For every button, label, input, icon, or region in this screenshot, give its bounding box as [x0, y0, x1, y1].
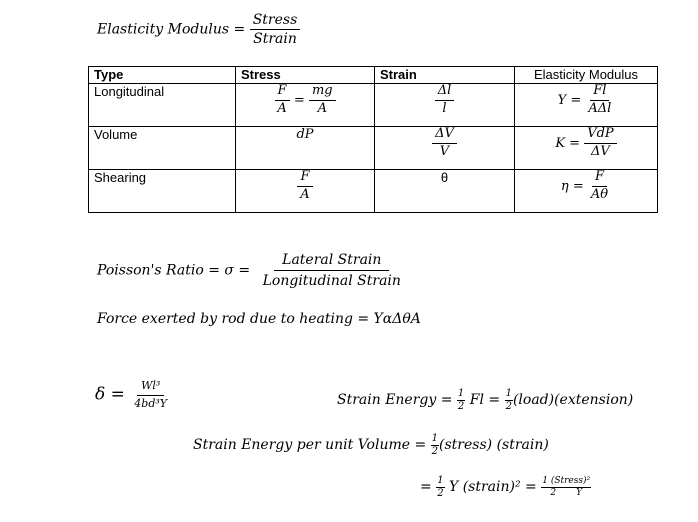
fraction-numerator: 1: [437, 475, 444, 486]
type-cell: Longitudinal: [89, 84, 236, 127]
fraction-denominator: Aθ: [590, 186, 609, 202]
type-cell: Volume: [89, 127, 236, 170]
stress-over-strain-fraction: [250, 12, 301, 47]
strain-energy-mid: Fl =: [469, 392, 501, 408]
modulus-lhs: η =: [560, 178, 584, 194]
fraction-numerator: Fl: [590, 84, 609, 101]
fraction-denominator: 2: [505, 400, 512, 412]
stress-cell: [236, 127, 375, 170]
modulus-lhs: Y =: [557, 92, 582, 108]
fraction: [309, 84, 336, 117]
fraction-denominator: ΔV: [591, 143, 610, 159]
table-row: [89, 84, 658, 127]
poisson-lhs: Poisson's Ratio = σ =: [97, 262, 251, 279]
fraction-denominator: A: [300, 186, 310, 202]
strain-cell: [375, 170, 515, 213]
fraction-numerator: ΔV: [432, 127, 457, 144]
header-type: Type: [89, 67, 236, 84]
fraction-numerator: mg: [309, 84, 336, 101]
fraction-denominator: Longitudinal Strain: [262, 273, 401, 290]
fraction-denominator: 2: [437, 487, 444, 499]
header-strain: Strain: [375, 67, 515, 84]
fraction-numerator: Lateral Strain: [274, 252, 389, 271]
deflection-equation: [95, 380, 171, 410]
fraction-numerator: VdP: [584, 127, 616, 144]
fraction: [584, 127, 616, 160]
alt-equals: =: [420, 479, 432, 495]
half-fraction: [457, 388, 465, 412]
half-fraction: [505, 388, 513, 412]
strain-energy-equation: [337, 388, 633, 412]
fraction-denominator: l: [442, 100, 447, 116]
stress-cell: [236, 84, 375, 127]
fraction-denominator: V: [439, 143, 450, 159]
fraction-denominator: AΔl: [588, 100, 612, 116]
strain-energy-rhs: (load)(extension): [512, 392, 634, 408]
fraction: [588, 170, 611, 203]
table-row: [89, 127, 658, 170]
elasticity-modulus-definition: [97, 12, 300, 47]
deflection-lhs: δ =: [95, 384, 125, 405]
fraction-denominator: 2: [457, 400, 465, 412]
stress-cell: [236, 170, 375, 213]
fraction-numerator: 1: [431, 433, 439, 444]
strain-cell: [375, 84, 515, 127]
stress-squared-over-y-fraction: [541, 476, 591, 498]
fraction-denominator: 4bd³Y: [134, 396, 168, 410]
fraction-denominator: A: [317, 100, 327, 116]
elasticity-lhs: Elasticity Modulus =: [97, 21, 246, 38]
fraction-numerator: 1: [505, 388, 512, 399]
fraction-numerator: F: [297, 170, 312, 187]
modulus-lhs: K =: [555, 135, 581, 151]
half-fraction: [436, 475, 444, 499]
fraction: [435, 84, 455, 117]
modulus-cell: [515, 84, 658, 127]
header-stress: Stress: [236, 67, 375, 84]
fraction-denominator: 2: [431, 445, 439, 457]
strain-energy-lhs: Strain Energy =: [337, 392, 453, 408]
fraction-numerator: F: [275, 84, 290, 101]
poisson-ratio-equation: [97, 252, 409, 289]
half-fraction: [431, 433, 439, 457]
elasticity-table: [88, 66, 658, 213]
alt-mid: Y (strain)² =: [449, 479, 537, 495]
fraction-denominator: A: [277, 100, 287, 116]
header-elasticity-modulus: Elasticity Modulus: [515, 67, 658, 84]
fraction-numerator: F: [592, 170, 607, 187]
strain-energy-volume-equation: [193, 433, 549, 457]
fraction-denominator: 2 Y: [550, 487, 583, 498]
fraction-numerator: Δl: [435, 84, 455, 101]
strain-cell: [375, 127, 515, 170]
fraction: [297, 170, 312, 203]
fraction-numerator: Wl³: [137, 380, 164, 396]
poisson-fraction: [255, 252, 409, 289]
fraction: [585, 84, 614, 117]
fraction-numerator: 1: [457, 388, 465, 399]
equals-sign: =: [293, 92, 305, 108]
fraction: [432, 127, 457, 160]
modulus-cell: [515, 127, 658, 170]
type-cell: Shearing: [89, 170, 236, 213]
modulus-cell: [515, 170, 658, 213]
table-header-row: [89, 67, 658, 84]
stress-text: dP: [296, 127, 314, 142]
strain-energy-volume-lhs: Strain Energy per unit Volume =: [193, 437, 427, 453]
fraction-denominator: Strain: [253, 31, 297, 48]
fraction-numerator: 1 (Stress)²: [542, 476, 591, 487]
heating-force-equation: Force exerted by rod due to heating = YαΔθA: [97, 311, 421, 327]
strain-energy-volume-alt-equation: [420, 475, 591, 499]
strain-energy-volume-rhs: (stress) (strain): [439, 437, 549, 453]
deflection-fraction: [130, 380, 171, 410]
fraction-numerator: Stress: [250, 12, 301, 30]
table-row: [89, 170, 658, 213]
strain-text: θ: [440, 170, 449, 185]
fraction: [274, 84, 289, 117]
